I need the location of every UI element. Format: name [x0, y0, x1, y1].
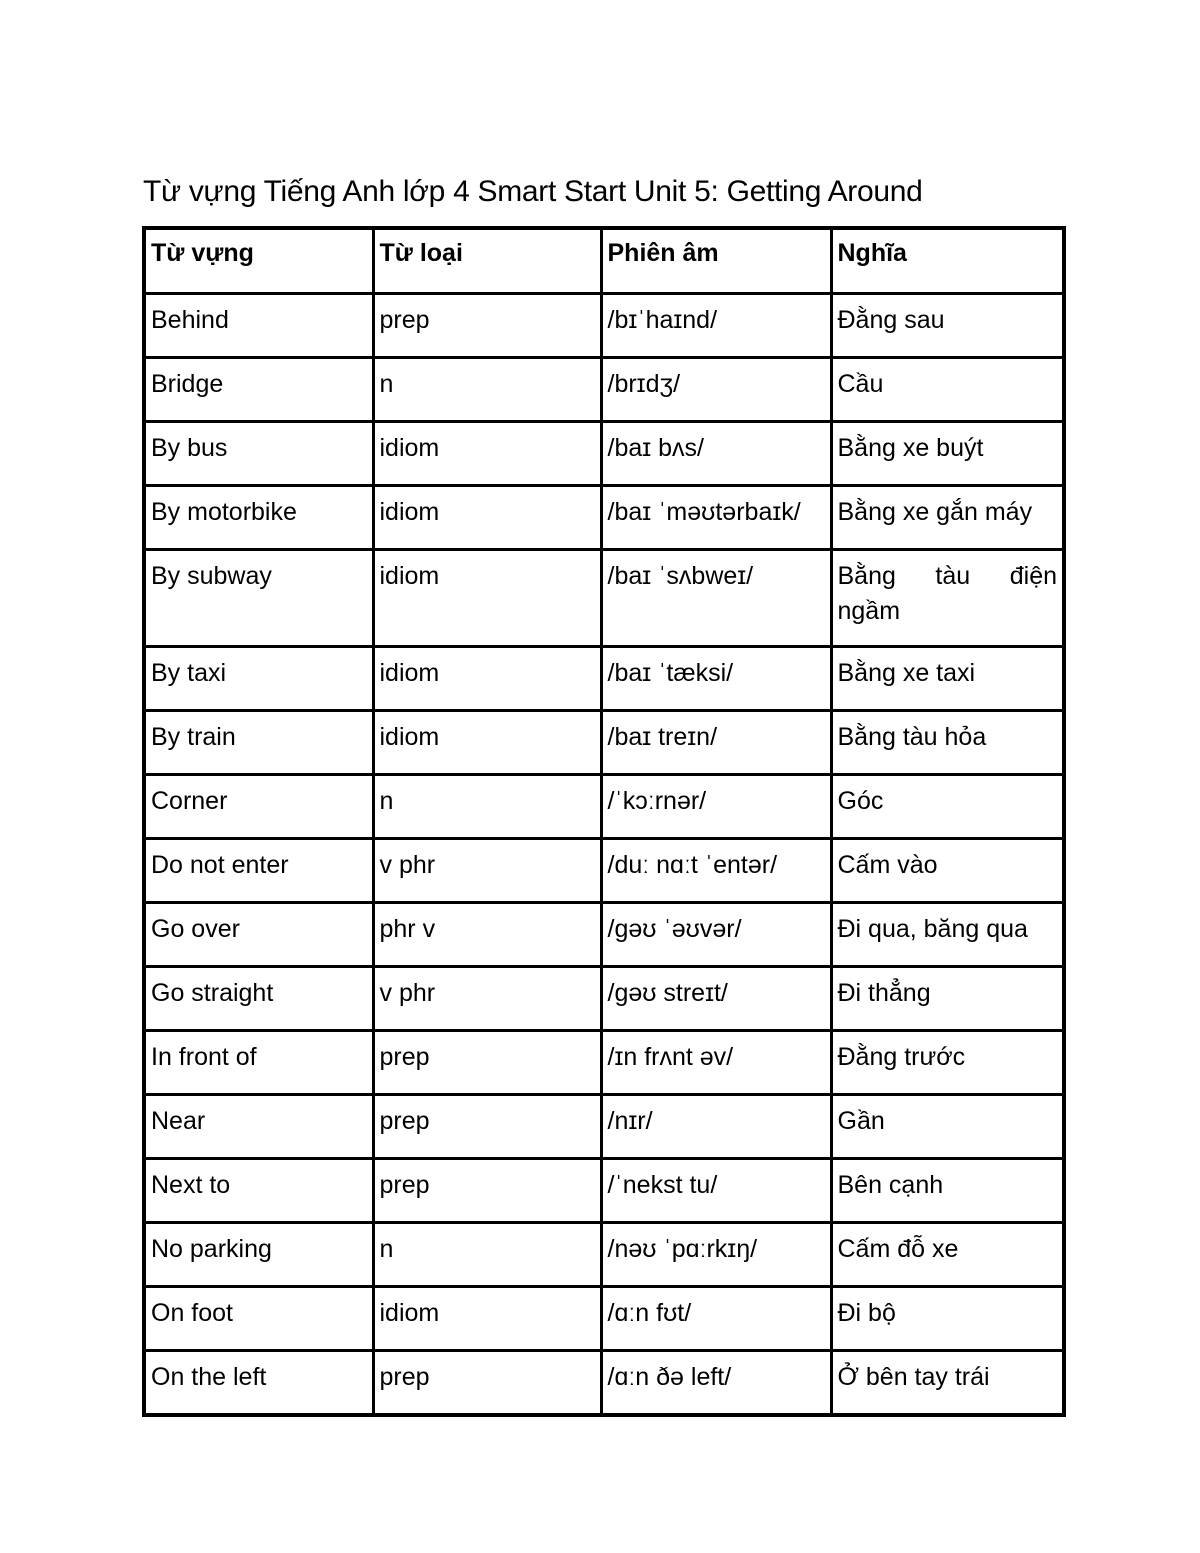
cell-word-type: [373, 1159, 601, 1223]
cell-pronunciation-text: /bɪˈhaɪnd/: [607, 306, 718, 334]
cell-vocabulary: [144, 1159, 373, 1223]
cell-pronunciation: [601, 775, 831, 839]
cell-vocabulary-text: Behind: [151, 306, 229, 334]
cell-pronunciation: [601, 1223, 831, 1287]
cell-vocabulary: [144, 1287, 373, 1351]
cell-word-type: [373, 1031, 601, 1095]
cell-word-type-text: prep: [379, 1107, 430, 1135]
cell-word-type-text: prep: [379, 1171, 430, 1199]
cell-pronunciation-text: /gəʊ ˈəʊvər/: [607, 915, 742, 943]
cell-meaning-text: Đằng sau: [837, 306, 945, 334]
cell-vocabulary: [144, 903, 373, 967]
cell-meaning: [831, 1287, 1064, 1351]
cell-meaning-text: Bằng tàu điện ngầm: [837, 562, 1057, 625]
cell-meaning: [831, 486, 1064, 550]
cell-pronunciation: [601, 1159, 831, 1223]
table-row: [144, 1287, 1064, 1351]
table-row: [144, 1351, 1064, 1416]
cell-pronunciation: [601, 1287, 831, 1351]
header-meaning: Nghĩa: [831, 228, 1064, 294]
cell-meaning-text: Cấm vào: [837, 851, 938, 879]
cell-pronunciation: [601, 711, 831, 775]
cell-word-type-text: idiom: [379, 498, 440, 526]
cell-meaning: [831, 839, 1064, 903]
cell-word-type: [373, 1351, 601, 1416]
cell-meaning-text: Bằng tàu hỏa: [837, 723, 987, 751]
cell-pronunciation-text: /nəʊ ˈpɑːrkɪŋ/: [607, 1235, 758, 1263]
cell-word-type-text: idiom: [379, 562, 440, 590]
cell-vocabulary: [144, 839, 373, 903]
cell-vocabulary: [144, 967, 373, 1031]
table-body: [144, 294, 1064, 1416]
cell-word-type: [373, 903, 601, 967]
cell-vocabulary-text: Corner: [151, 787, 228, 815]
cell-word-type-text: n: [379, 370, 394, 398]
cell-vocabulary-text: By subway: [151, 562, 272, 590]
cell-meaning: [831, 711, 1064, 775]
cell-word-type: [373, 1095, 601, 1159]
table-row: [144, 711, 1064, 775]
cell-meaning-text: Ở bên tay trái: [837, 1363, 990, 1391]
table-row: [144, 775, 1064, 839]
cell-meaning: [831, 967, 1064, 1031]
cell-pronunciation-text: /duː nɑːt ˈentər/: [607, 851, 778, 879]
cell-word-type-text: v phr: [379, 979, 436, 1007]
table-row: [144, 550, 1064, 647]
cell-meaning-text: Cấm đỗ xe: [837, 1235, 959, 1263]
cell-meaning-text: Cầu: [837, 370, 884, 398]
cell-vocabulary: [144, 422, 373, 486]
cell-vocabulary: [144, 1351, 373, 1416]
cell-pronunciation-text: /baɪ ˈtæksi/: [607, 659, 734, 687]
table-row: [144, 358, 1064, 422]
cell-word-type: [373, 967, 601, 1031]
header-vocabulary: Từ vựng: [144, 228, 373, 294]
table-row: [144, 486, 1064, 550]
table-row: [144, 294, 1064, 358]
cell-word-type-text: idiom: [379, 723, 440, 751]
cell-meaning: [831, 1351, 1064, 1416]
cell-vocabulary-text: By taxi: [151, 659, 227, 687]
cell-meaning-text: Góc: [837, 787, 884, 815]
cell-word-type-text: v phr: [379, 851, 436, 879]
header-pronunciation: Phiên âm: [601, 228, 831, 294]
cell-meaning: [831, 1159, 1064, 1223]
cell-meaning: [831, 294, 1064, 358]
cell-word-type: [373, 422, 601, 486]
cell-pronunciation: [601, 550, 831, 647]
cell-vocabulary: [144, 711, 373, 775]
vocabulary-table: [142, 226, 1066, 1417]
cell-pronunciation: [601, 967, 831, 1031]
cell-vocabulary: [144, 550, 373, 647]
table-row: [144, 1095, 1064, 1159]
cell-meaning: [831, 647, 1064, 711]
cell-word-type: [373, 711, 601, 775]
cell-meaning-text: Gần: [837, 1107, 885, 1135]
cell-meaning: [831, 1095, 1064, 1159]
cell-pronunciation-text: /ˈkɔːrnər/: [607, 787, 707, 815]
cell-meaning-text: Bằng xe buýt: [837, 434, 984, 462]
cell-word-type: [373, 358, 601, 422]
table-row: [144, 422, 1064, 486]
cell-meaning-text: Bên cạnh: [837, 1171, 944, 1199]
cell-vocabulary-text: Go over: [151, 915, 240, 943]
cell-pronunciation: [601, 1095, 831, 1159]
cell-pronunciation-text: /ɑːn ðə left/: [607, 1363, 732, 1391]
cell-vocabulary: [144, 486, 373, 550]
cell-pronunciation-text: /ˈnekst tu/: [607, 1171, 718, 1199]
cell-vocabulary-text: By bus: [151, 434, 228, 462]
cell-meaning: [831, 422, 1064, 486]
cell-pronunciation-text: /gəʊ streɪt/: [607, 979, 728, 1007]
cell-word-type-text: phr v: [379, 915, 436, 943]
cell-pronunciation: [601, 1351, 831, 1416]
cell-word-type-text: prep: [379, 1363, 430, 1391]
cell-pronunciation: [601, 486, 831, 550]
table-row: [144, 903, 1064, 967]
cell-pronunciation: [601, 647, 831, 711]
cell-word-type: [373, 550, 601, 647]
header-word-type: Từ loại: [373, 228, 601, 294]
cell-pronunciation-text: /baɪ treɪn/: [607, 723, 718, 751]
cell-meaning-text: Đằng trước: [837, 1043, 966, 1071]
cell-vocabulary-text: Near: [151, 1107, 206, 1135]
document-title: Từ vựng Tiếng Anh lớp 4 Smart Start Unit 5: Getting Around: [143, 175, 923, 208]
cell-vocabulary-text: Bridge: [151, 370, 224, 398]
cell-word-type: [373, 647, 601, 711]
cell-word-type-text: prep: [379, 1043, 430, 1071]
cell-vocabulary: [144, 1031, 373, 1095]
cell-pronunciation-text: /brɪdʒ/: [607, 370, 681, 398]
cell-vocabulary-text: On foot: [151, 1299, 233, 1327]
cell-meaning: [831, 358, 1064, 422]
cell-word-type: [373, 294, 601, 358]
cell-word-type-text: prep: [379, 306, 430, 334]
cell-vocabulary: [144, 1095, 373, 1159]
cell-pronunciation: [601, 422, 831, 486]
cell-meaning-text: Bằng xe taxi: [837, 659, 976, 687]
cell-word-type-text: n: [379, 1235, 394, 1263]
cell-word-type: [373, 1223, 601, 1287]
cell-vocabulary-text: Next to: [151, 1171, 231, 1199]
cell-word-type-text: n: [379, 787, 394, 815]
cell-meaning-text: Đi thẳng: [837, 979, 931, 1007]
cell-vocabulary: [144, 647, 373, 711]
cell-word-type: [373, 1287, 601, 1351]
cell-pronunciation: [601, 839, 831, 903]
table-row: [144, 1031, 1064, 1095]
cell-meaning-text: Đi bộ: [837, 1299, 896, 1327]
cell-vocabulary-text: By motorbike: [151, 498, 297, 526]
cell-vocabulary: [144, 1223, 373, 1287]
cell-vocabulary: [144, 775, 373, 839]
table-row: [144, 967, 1064, 1031]
cell-meaning: [831, 1223, 1064, 1287]
cell-meaning: [831, 775, 1064, 839]
cell-word-type: [373, 775, 601, 839]
cell-vocabulary-text: In front of: [151, 1043, 257, 1071]
cell-vocabulary-text: Do not enter: [151, 851, 289, 879]
table-header-row: [144, 228, 1064, 294]
cell-pronunciation-text: /ɪn frʌnt əv/: [607, 1043, 734, 1071]
cell-pronunciation-text: /ɑːn fʊt/: [607, 1299, 692, 1327]
cell-pronunciation: [601, 1031, 831, 1095]
cell-vocabulary-text: No parking: [151, 1235, 272, 1263]
cell-vocabulary-text: On the left: [151, 1363, 267, 1391]
cell-word-type: [373, 839, 601, 903]
table-row: [144, 1159, 1064, 1223]
cell-meaning: [831, 550, 1064, 647]
cell-pronunciation-text: /baɪ bʌs/: [607, 434, 704, 462]
cell-meaning: [831, 1031, 1064, 1095]
cell-meaning-text: Đi qua, băng qua: [837, 915, 1028, 943]
cell-word-type-text: idiom: [379, 1299, 440, 1327]
cell-pronunciation: [601, 294, 831, 358]
cell-vocabulary-text: By train: [151, 723, 236, 751]
table-row: [144, 1223, 1064, 1287]
cell-vocabulary: [144, 358, 373, 422]
cell-pronunciation-text: /baɪ ˈməʊtərbaɪk/: [607, 498, 801, 526]
cell-vocabulary-text: Go straight: [151, 979, 274, 1007]
cell-word-type-text: idiom: [379, 434, 440, 462]
table-row: [144, 647, 1064, 711]
cell-pronunciation: [601, 358, 831, 422]
cell-vocabulary: [144, 294, 373, 358]
cell-meaning: [831, 903, 1064, 967]
cell-word-type-text: idiom: [379, 659, 440, 687]
cell-word-type: [373, 486, 601, 550]
cell-pronunciation-text: /nɪr/: [607, 1107, 653, 1135]
cell-pronunciation: [601, 903, 831, 967]
cell-pronunciation-text: /baɪ ˈsʌbweɪ/: [607, 562, 754, 590]
cell-meaning-text: Bằng xe gắn máy: [837, 498, 1033, 526]
table-row: [144, 839, 1064, 903]
